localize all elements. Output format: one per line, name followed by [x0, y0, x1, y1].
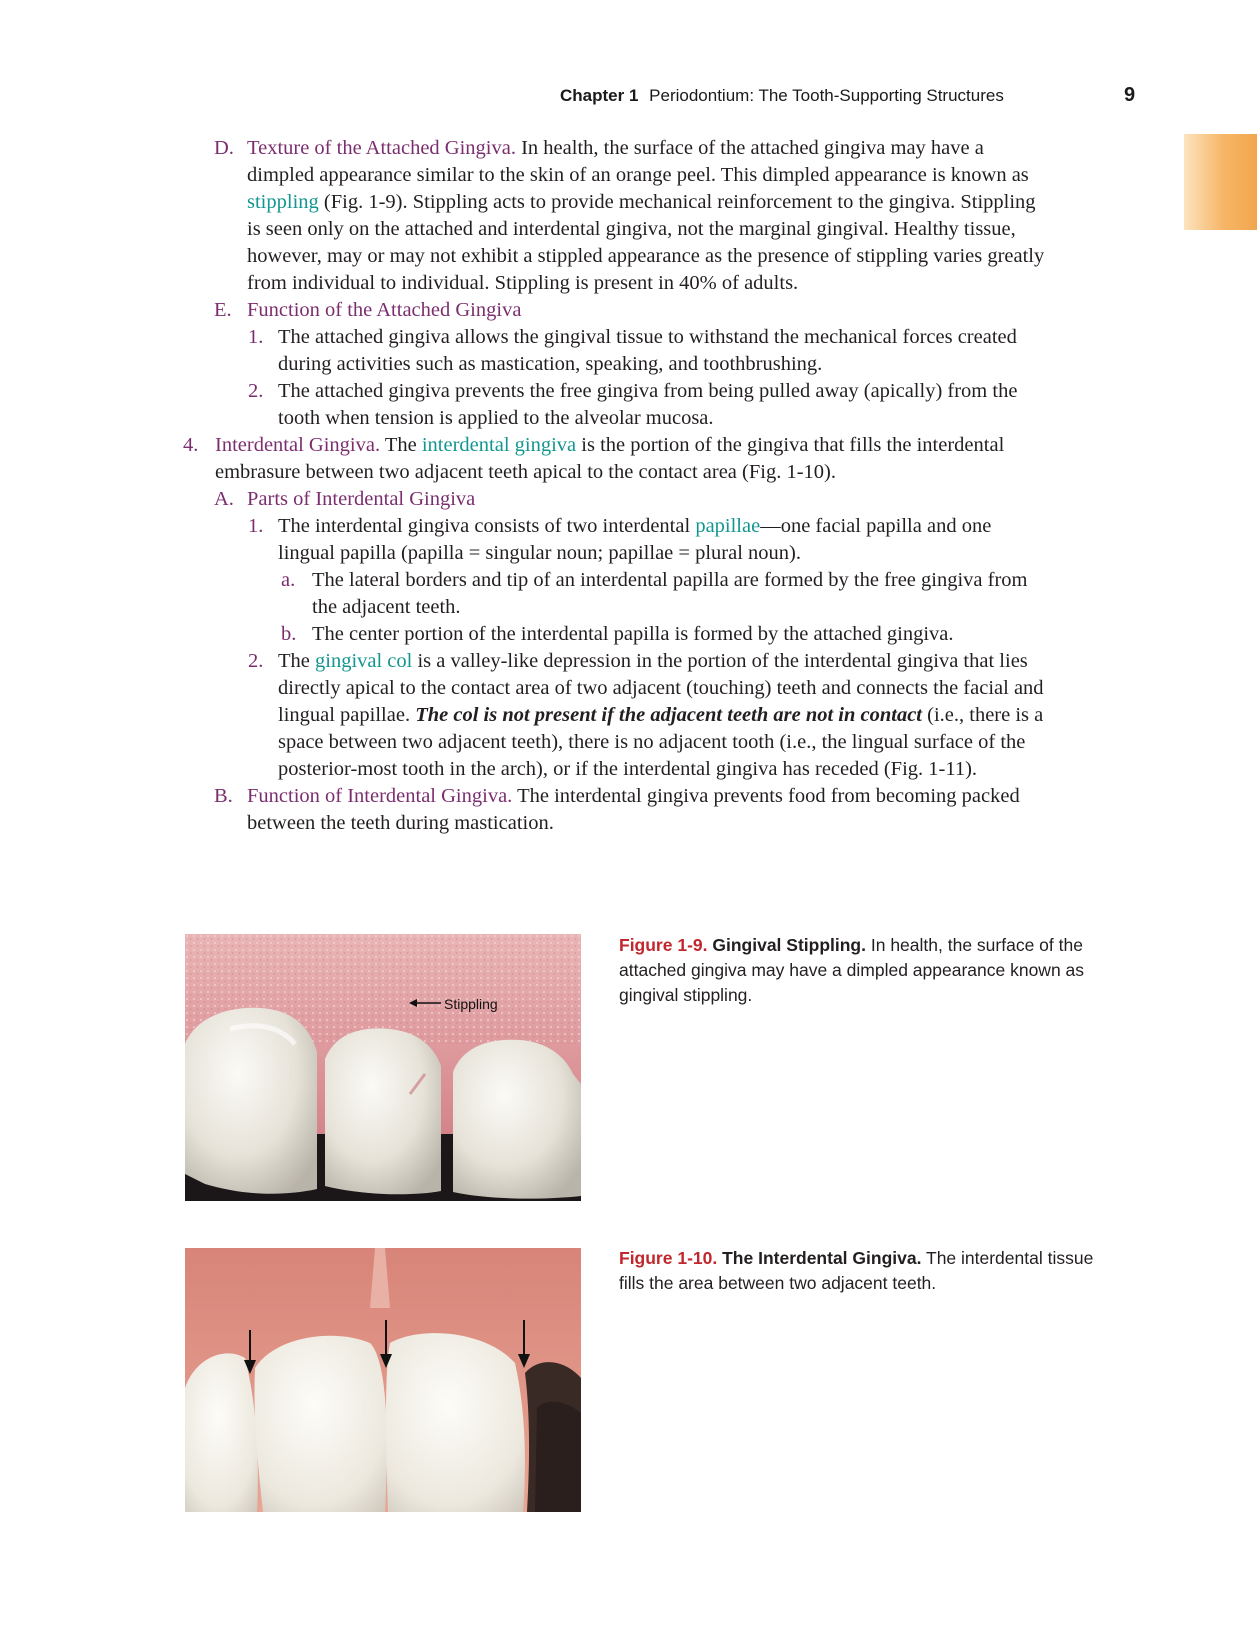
section-a-subitem-b — [0, 621, 1052, 648]
figure-1-9-title: Gingival Stippling. — [712, 935, 866, 955]
section-a-subitem-a — [0, 567, 1052, 621]
figure-1-10-label: Figure 1-10. — [619, 1248, 718, 1268]
section-a-item-2-marker: 2. — [248, 650, 264, 672]
section-a-item-1 — [0, 513, 1048, 567]
figure-1-9-label: Figure 1-9. — [619, 935, 708, 955]
figure-1-10-caption-text: The interdental tissue fills the area between two adjacent teeth. — [619, 1248, 1094, 1293]
section-e-item-2 — [0, 378, 1048, 432]
section-d-text-2: (Fig. 1-9). Stippling acts to provide mechanical reinforcement to the gingiva. Stippling is seen only on the attached and interdental gingiva, not the marginal gingival. Healthy tissue, however, may or may not exhibit a stippled appearance as the presence of stippling varies greatly from individual to individual. Stippling is present in 40% of adults. — [247, 191, 1045, 294]
section-a-marker: A. — [214, 488, 234, 510]
section-e-heading: Function of the Attached Gingiva — [247, 299, 522, 321]
figure-1-9-caption — [619, 933, 1109, 1008]
body-text — [0, 135, 1257, 837]
section-a-subitem-a-text: The lateral borders and tip of an interdental papilla are formed by the free gingiva from the adjacent teeth. — [312, 569, 1028, 618]
section-d-marker: D. — [214, 137, 234, 159]
interdental-gingiva-illustration — [185, 1248, 581, 1512]
section-a-item-2-text-2: is a valley-like depression in the portion of the interdental gingiva that lies directly apical to the contact area of two adjacent (touching) teeth and connects the facial and lingual papillae. — [278, 650, 1044, 726]
stippling-annotation: Stippling — [444, 996, 498, 1012]
section-d-heading: Texture of the Attached Gingiva. — [247, 137, 516, 159]
section-d-text-1: In health, the surface of the attached gingiva may have a dimpled appearance similar to the skin of an orange peel. This dimpled appearance is known as — [247, 137, 1029, 186]
section-a — [0, 486, 1047, 513]
section-a-item-1-text-1: The interdental gingiva consists of two interdental — [278, 515, 696, 537]
section-e-item-1-marker: 1. — [248, 326, 264, 348]
term-papillae: papillae — [695, 515, 761, 537]
term-interdental-gingiva: interdental gingiva — [421, 434, 577, 456]
section-4-text-1: The — [380, 434, 422, 456]
section-e-item-1 — [0, 324, 1048, 378]
section-e-item-1-text: The attached gingiva allows the gingival tissue to withstand the mechanical forces created during activities such as mastication, speaking, and toothbrushing. — [278, 326, 1017, 375]
section-a-item-2-emphasis: The col is not present if the adjacent teeth are not in contact — [415, 704, 922, 726]
figure-1-10-title: The Interdental Gingiva. — [722, 1248, 922, 1268]
section-e — [0, 297, 1047, 324]
section-4-heading: Interdental Gingiva. — [215, 434, 381, 456]
section-4-marker: 4. — [183, 434, 199, 456]
term-gingival-col: gingival col — [315, 650, 413, 672]
chapter-title: Periodontium: The Tooth-Supporting Structures — [649, 86, 1004, 105]
section-b-marker: B. — [214, 785, 233, 807]
section-a-heading: Parts of Interdental Gingiva — [247, 488, 476, 510]
section-a-subitem-b-text: The center portion of the interdental papilla is formed by the attached gingiva. — [312, 623, 954, 645]
term-stippling: stippling — [247, 191, 319, 213]
figure-1-10-caption — [619, 1246, 1109, 1296]
section-4 — [0, 432, 1045, 486]
section-a-subitem-b-marker: b. — [281, 623, 297, 645]
figure-1-10-photo — [185, 1248, 581, 1512]
section-b-heading: Function of Interdental Gingiva. — [247, 785, 513, 807]
figure-1-9-photo — [185, 934, 581, 1201]
figure-1-9-caption-text: In health, the surface of the attached gingiva may have a dimpled appearance known as gingival stippling. — [619, 935, 1085, 1005]
page-number: 9 — [1124, 84, 1136, 106]
section-d — [0, 135, 1047, 297]
chapter-label: Chapter 1 — [560, 86, 639, 105]
section-a-item-1-marker: 1. — [248, 515, 264, 537]
running-head — [560, 86, 1060, 106]
section-b — [0, 783, 1047, 837]
section-a-item-1-text-2: —one facial papilla and one lingual papilla (papilla = singular noun; papillae = plural noun). — [278, 515, 992, 564]
section-a-item-2 — [0, 648, 1048, 783]
gingival-stippling-illustration — [185, 934, 581, 1201]
section-e-item-2-marker: 2. — [248, 380, 264, 402]
section-a-item-2-text-3: (i.e., there is a space between two adjacent teeth), there is no adjacent tooth (i.e., the lingual surface of the posterior-most tooth in the arch), or if the interdental gingiva has receded (Fig. 1-11). — [278, 704, 1044, 780]
section-a-item-2-text-1: The — [278, 650, 315, 672]
section-e-marker: E. — [214, 299, 232, 321]
section-a-subitem-a-marker: a. — [281, 569, 296, 591]
section-e-item-2-text: The attached gingiva prevents the free gingiva from being pulled away (apically) from the tooth when tension is applied to the alveolar mucosa. — [278, 380, 1018, 429]
section-b-text: The interdental gingiva prevents food from becoming packed between the teeth during mastication. — [247, 785, 1020, 834]
section-4-text-2: is the portion of the gingiva that fills the interdental embrasure between two adjacent teeth apical to the contact area (Fig. 1-10). — [215, 434, 1005, 483]
